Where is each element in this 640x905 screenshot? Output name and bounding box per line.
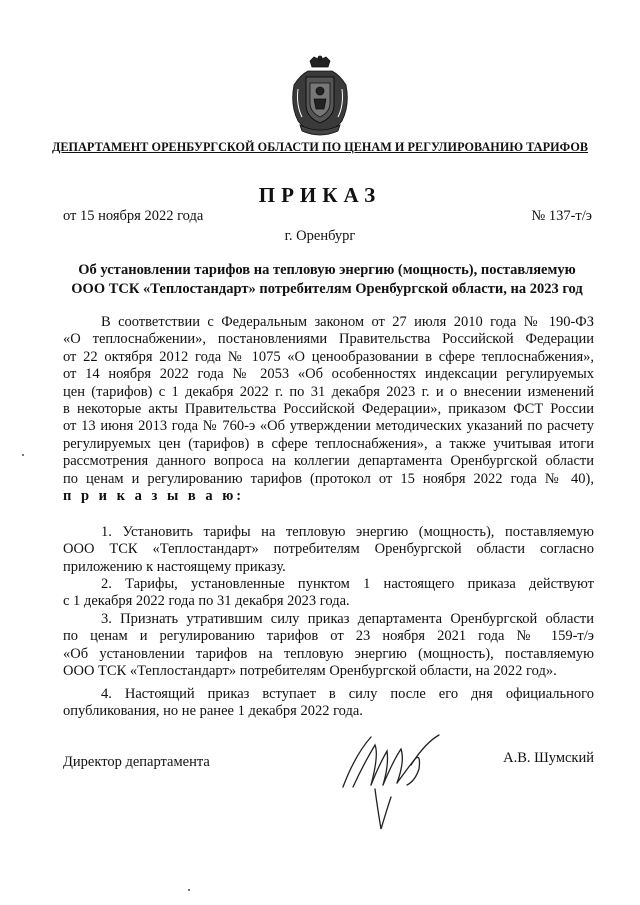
text-line: от 14 ноября 2022 года № 2053 «Об особенностях индексации регулируемых bbox=[63, 366, 594, 383]
text-line: «Об установлении тарифов на тепловую энергию (мощность), поставляемую bbox=[63, 645, 594, 662]
text-line: «О теплоснабжении», постановлениями Правительства Российской Федерации bbox=[63, 331, 594, 348]
order-item-3 bbox=[63, 611, 594, 681]
text-line: ООО ТСК «Теплостандарт» потребителям Оренбургской области согласно bbox=[63, 541, 594, 558]
text-line: 1. Установить тарифы на тепловую энергию (мощность), поставляемую bbox=[101, 524, 594, 540]
scan-speck bbox=[188, 889, 190, 891]
order-subject bbox=[60, 261, 594, 299]
subject-line: Об установлении тарифов на тепловую энергию (мощность), поставляемую bbox=[78, 262, 576, 278]
text-line: приложению к настоящему приказу. bbox=[63, 558, 286, 575]
coat-of-arms-emblem bbox=[288, 55, 352, 137]
text-line: регулируемых цен (тарифов) в сфере теплоснабжения», а также учитывая итоги bbox=[63, 435, 594, 452]
scan-speck bbox=[22, 454, 24, 456]
text-line: 3. Признать утратившим силу приказ департамента Оренбургской области bbox=[101, 611, 594, 627]
text-line: по ценам и регулированию тарифов (протокол от 15 ноября 2022 года № 40), bbox=[63, 470, 594, 487]
text-line: 4. Настоящий приказ вступает в силу после его дня официального bbox=[101, 686, 594, 702]
text-line: 2. Тарифы, установленные пунктом 1 настоящего приказа действуют bbox=[101, 576, 594, 592]
document-title: ПРИКАЗ bbox=[258, 183, 382, 207]
text-line: от 22 октября 2012 года № 1075 «О ценообразовании в сфере теплоснабжения», bbox=[63, 348, 594, 365]
signer-name: А.В. Шумский bbox=[503, 750, 594, 766]
text-line: цен (тарифов) с 1 декабря 2022 г. по 31 декабря 2023 г. и о внесении изменений bbox=[63, 383, 594, 400]
text-line: опубликования, но не ранее 1 декабря 2022 года. bbox=[63, 703, 363, 720]
text-line: по ценам и регулированию тарифов от 23 ноября 2021 года № 159-т/э bbox=[63, 628, 594, 645]
order-item-4 bbox=[63, 686, 594, 721]
subject-line: ООО ТСК «Теплостандарт» потребителям Оренбургской области, на 2023 год bbox=[71, 281, 583, 297]
order-item-1 bbox=[63, 524, 594, 576]
department-header: ДЕПАРТАМЕНТ ОРЕНБУРГСКОЙ ОБЛАСТИ ПО ЦЕНАМ И РЕГУЛИРОВАНИЮ ТАРИФОВ bbox=[51, 140, 589, 154]
text-line: В соответствии с Федеральным законом от 27 июля 2010 года № 190-ФЗ bbox=[101, 314, 594, 330]
text-line: от 13 июня 2013 года № 760-э «Об утверждении методических указаний по расчету bbox=[63, 418, 594, 435]
preamble-paragraph bbox=[63, 314, 594, 505]
text-line: ООО ТСК «Теплостандарт» потребителям Оренбургской области, на 2022 год». bbox=[63, 663, 557, 680]
text-line: с 1 декабря 2022 года по 31 декабря 2023 года. bbox=[63, 593, 350, 610]
text-line: рассмотрения данного вопроса на коллегии департамента Оренбургской области bbox=[63, 453, 594, 470]
text-line: в некоторые акты Правительства Российской Федерации», приказом ФСТ России bbox=[63, 400, 594, 417]
signer-position: Директор департамента bbox=[63, 754, 210, 770]
handwritten-signature bbox=[335, 725, 455, 835]
order-date: от 15 ноября 2022 года bbox=[63, 208, 204, 224]
order-word: п р и к а з ы в а ю: bbox=[63, 487, 245, 504]
order-item-2 bbox=[63, 576, 594, 611]
order-number: № 137-т/э bbox=[531, 208, 592, 224]
city: г. Оренбург bbox=[284, 228, 356, 244]
